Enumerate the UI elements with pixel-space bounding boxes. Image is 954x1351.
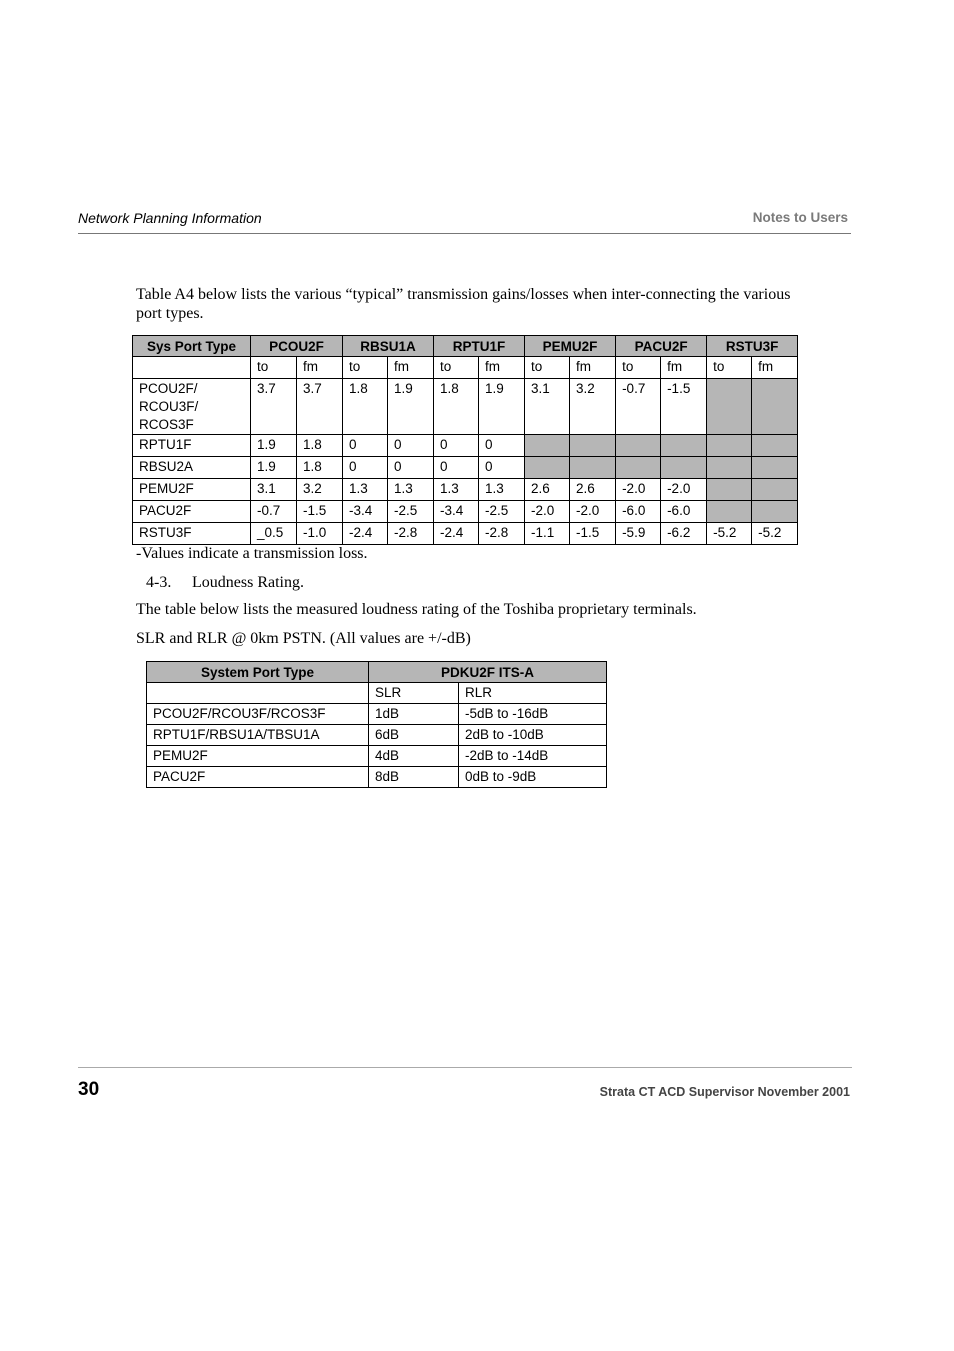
header-pcou2f: PCOU2F — [251, 336, 343, 357]
table-cell: 3.1 — [251, 479, 297, 501]
subheader-fm: fm — [661, 357, 707, 379]
table-cell: -2.5 — [388, 501, 434, 523]
table-cell: 3.7 — [297, 379, 343, 435]
header-rbsu1a: RBSU1A — [343, 336, 434, 357]
table-cell: 3.2 — [297, 479, 343, 501]
table-a4-transmission — [132, 335, 798, 545]
table-cell: PEMU2F — [147, 746, 369, 767]
table-cell: -2.0 — [616, 479, 661, 501]
table-cell: 0 — [434, 435, 479, 457]
table-cell: 1.9 — [251, 457, 297, 479]
table-cell: 0 — [343, 457, 388, 479]
table-cell: 2.6 — [525, 479, 570, 501]
header-rptu1f: RPTU1F — [434, 336, 525, 357]
table-cell: -2.0 — [525, 501, 570, 523]
table-cell: 0 — [479, 435, 525, 457]
header-rule — [78, 233, 851, 234]
table-cell: -1.5 — [297, 501, 343, 523]
row-port-type: RPTU1F — [133, 435, 251, 457]
table-cell: 2dB to -10dB — [459, 725, 607, 746]
table-cell: 0 — [388, 435, 434, 457]
subheader-fm: fm — [388, 357, 434, 379]
table-cell: -6.2 — [661, 523, 707, 545]
table-cell: 1.3 — [343, 479, 388, 501]
intro-paragraph: Table A4 below lists the various “typical” transmission gains/losses when inter-connecting the various port types. — [136, 286, 791, 322]
table-cell: 1.8 — [434, 379, 479, 435]
shaded-cell — [661, 435, 707, 457]
shaded-cell — [707, 435, 752, 457]
shaded-cell — [616, 435, 661, 457]
table-cell — [133, 357, 251, 379]
table-cell: 1.3 — [479, 479, 525, 501]
table-cell: -1.0 — [297, 523, 343, 545]
table-cell: 1.8 — [297, 457, 343, 479]
table-cell: -6.0 — [616, 501, 661, 523]
table-cell: 3.2 — [570, 379, 616, 435]
section-heading — [146, 574, 304, 592]
slr-rlr-paragraph: SLR and RLR @ 0km PSTN. (All values are +/-dB) — [136, 630, 471, 647]
table-cell: 1.8 — [343, 379, 388, 435]
shaded-cell — [525, 457, 570, 479]
section-number: 4-3. — [146, 574, 172, 591]
shaded-cell — [525, 435, 570, 457]
running-header-section: Notes to Users — [752, 210, 848, 225]
subheader-to: to — [616, 357, 661, 379]
table-cell: -6.0 — [661, 501, 707, 523]
row-port-type: PCOU2F/ RCOU3F/ RCOS3F — [133, 379, 251, 435]
table-cell: PACU2F — [147, 767, 369, 788]
table-loudness-rating — [146, 661, 607, 788]
table-row — [147, 725, 607, 746]
shaded-cell — [752, 501, 798, 523]
header-pdku2f-its-a: PDKU2F ITS-A — [369, 662, 607, 683]
table-cell: 3.1 — [525, 379, 570, 435]
shaded-cell — [752, 479, 798, 501]
table-row — [133, 523, 798, 545]
table-row — [133, 379, 798, 435]
shaded-cell — [707, 501, 752, 523]
table-cell: PCOU2F/RCOU3F/RCOS3F — [147, 704, 369, 725]
header-pacu2f: PACU2F — [616, 336, 707, 357]
table-cell: 0 — [434, 457, 479, 479]
subheader-to: to — [525, 357, 570, 379]
table-cell: 4dB — [369, 746, 459, 767]
loss-note: -Values indicate a transmission loss. — [136, 545, 368, 562]
subheader-rlr: RLR — [459, 683, 607, 704]
shaded-cell — [707, 457, 752, 479]
header-sys-port-type: Sys Port Type — [133, 336, 251, 357]
table-row — [133, 501, 798, 523]
shaded-cell — [707, 479, 752, 501]
shaded-cell — [707, 379, 752, 435]
table-cell: 1.9 — [251, 435, 297, 457]
subheader-to: to — [707, 357, 752, 379]
row-port-type: RBSU2A — [133, 457, 251, 479]
shaded-cell — [616, 457, 661, 479]
shaded-cell — [752, 435, 798, 457]
shaded-cell — [752, 379, 798, 435]
subheader-fm: fm — [752, 357, 798, 379]
table-cell: 0 — [343, 435, 388, 457]
subheader-fm: fm — [479, 357, 525, 379]
header-system-port-type: System Port Type — [147, 662, 369, 683]
table-cell: RPTU1F/RBSU1A/TBSU1A — [147, 725, 369, 746]
table-cell: -3.4 — [434, 501, 479, 523]
subheader-slr: SLR — [369, 683, 459, 704]
table-cell: -2.0 — [570, 501, 616, 523]
table-row — [133, 479, 798, 501]
table-cell: 8dB — [369, 767, 459, 788]
table-cell: -5.2 — [752, 523, 798, 545]
table-subheader-row — [147, 683, 607, 704]
table-header-row — [147, 662, 607, 683]
table-cell: -2.8 — [388, 523, 434, 545]
table-cell: -0.7 — [616, 379, 661, 435]
shaded-cell — [570, 457, 616, 479]
table-subheader-row — [133, 357, 798, 379]
table-cell: -1.5 — [570, 523, 616, 545]
table-cell: -5.9 — [616, 523, 661, 545]
table-cell: -2.0 — [661, 479, 707, 501]
subheader-to: to — [434, 357, 479, 379]
table-row — [147, 767, 607, 788]
table-row — [133, 435, 798, 457]
header-rstu3f: RSTU3F — [707, 336, 798, 357]
table-cell: 1.3 — [434, 479, 479, 501]
shaded-cell — [752, 457, 798, 479]
table-cell: 0 — [479, 457, 525, 479]
table-cell: 3.7 — [251, 379, 297, 435]
row-port-type: PACU2F — [133, 501, 251, 523]
subheader-to: to — [343, 357, 388, 379]
table-cell: 2.6 — [570, 479, 616, 501]
section-title: Loudness Rating. — [192, 574, 304, 591]
running-header-title: Network Planning Information — [78, 210, 262, 226]
subheader-fm: fm — [297, 357, 343, 379]
footer-title: Strata CT ACD Supervisor November 2001 — [599, 1085, 850, 1099]
table-cell: -5dB to -16dB — [459, 704, 607, 725]
table-cell: -3.4 — [343, 501, 388, 523]
table-cell: 0dB to -9dB — [459, 767, 607, 788]
table-row — [133, 457, 798, 479]
table-cell: -0.7 — [251, 501, 297, 523]
table-cell — [147, 683, 369, 704]
shaded-cell — [570, 435, 616, 457]
table-cell: -2.4 — [343, 523, 388, 545]
table-cell: -2dB to -14dB — [459, 746, 607, 767]
table-cell: -2.8 — [479, 523, 525, 545]
table-cell: -5.2 — [707, 523, 752, 545]
row-port-type: PEMU2F — [133, 479, 251, 501]
shaded-cell — [661, 457, 707, 479]
subheader-to: to — [251, 357, 297, 379]
row-port-type: RSTU3F — [133, 523, 251, 545]
table-cell: -2.4 — [434, 523, 479, 545]
table-cell: 6dB — [369, 725, 459, 746]
loudness-paragraph: The table below lists the measured loudness rating of the Toshiba proprietary terminals. — [136, 601, 697, 618]
table-row — [147, 746, 607, 767]
footer-rule — [78, 1067, 852, 1068]
subheader-fm: fm — [570, 357, 616, 379]
table-cell: 1.8 — [297, 435, 343, 457]
table-cell: 1.3 — [388, 479, 434, 501]
table-cell: 1.9 — [388, 379, 434, 435]
table-row — [147, 704, 607, 725]
table-cell: 1.9 — [479, 379, 525, 435]
table-cell: -1.1 — [525, 523, 570, 545]
header-pemu2f: PEMU2F — [525, 336, 616, 357]
table-cell: 1dB — [369, 704, 459, 725]
table-cell: -1.5 — [661, 379, 707, 435]
table-cell: 0 — [388, 457, 434, 479]
page-number: 30 — [78, 1079, 100, 1100]
table-header-row — [133, 336, 798, 357]
table-cell: -2.5 — [479, 501, 525, 523]
table-cell: _0.5 — [251, 523, 297, 545]
